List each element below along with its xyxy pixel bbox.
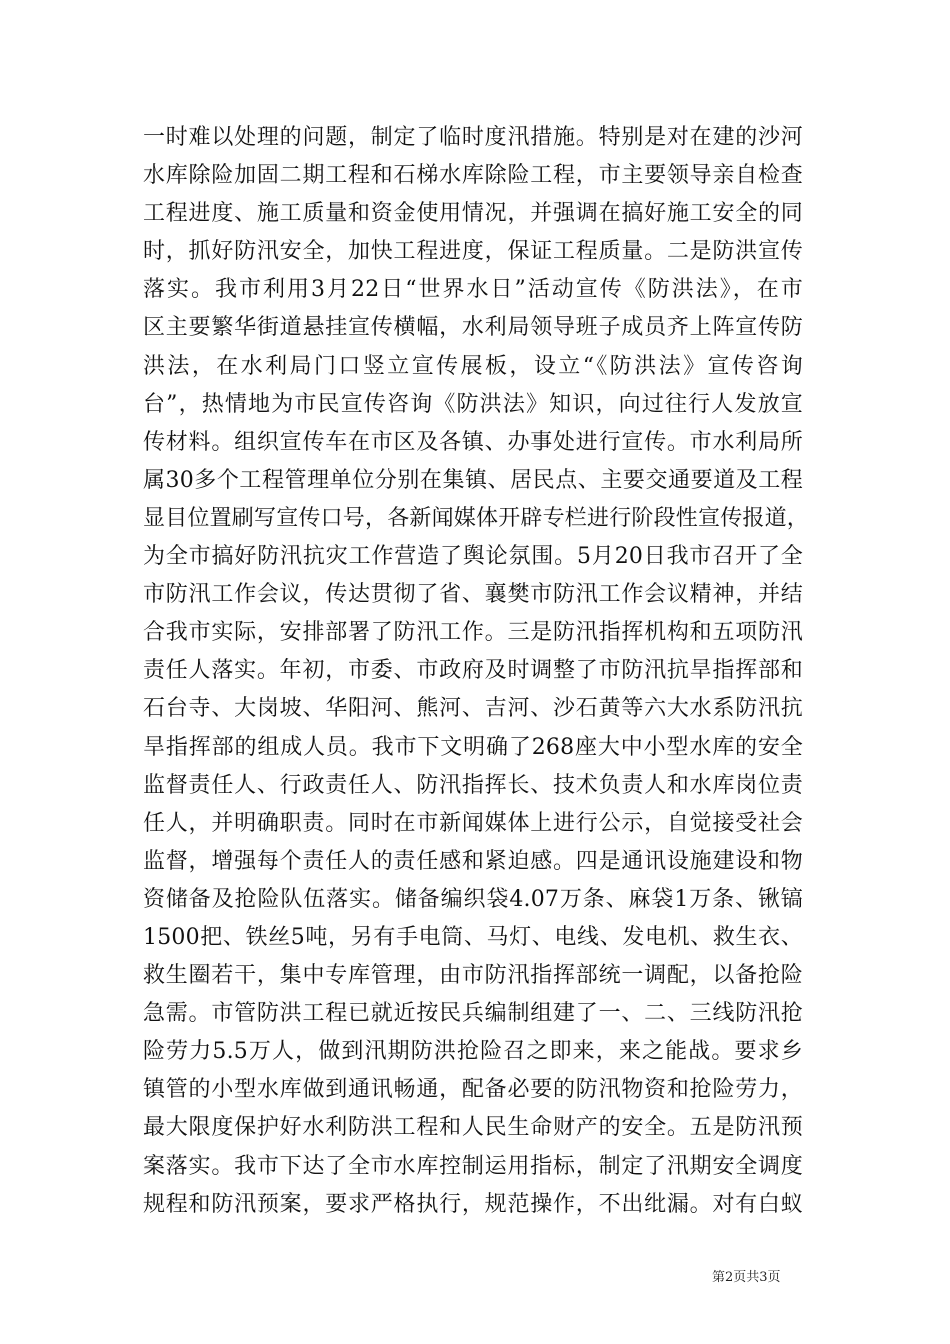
text-line: 传材料。组织宣传车在市区及各镇、办事处进行宣传。市水利局所	[143, 429, 803, 455]
text-line: 台”，热情地为市民宣传咨询《防洪法》知识，向过往行人发放宣	[143, 391, 803, 417]
text-line: 区主要繁华街道悬挂宣传横幅，水利局领导班子成员齐上阵宣传防	[143, 315, 803, 341]
text-line: 险劳力5.5万人，做到汛期防洪抢险召之即来，来之能战。要求乡	[143, 1039, 803, 1065]
text-line: 急需。市管防洪工程已就近按民兵编制组建了一、二、三线防汛抢	[143, 1001, 803, 1027]
text-line: 石台寺、大岗坡、华阳河、熊河、吉河、沙石黄等六大水系防汛抗	[143, 696, 803, 722]
page-number: 第2页共3页	[712, 1270, 781, 1285]
text-line: 监督，增强每个责任人的责任感和紧迫感。四是通讯设施建设和物	[143, 848, 803, 874]
text-line: 资储备及抢险队伍落实。储备编织袋4.07万条、麻袋1万条、锹镐	[143, 886, 803, 912]
text-line: 一时难以处理的问题，制定了临时度汛措施。特别是对在建的沙河	[143, 125, 803, 150]
text-line: 洪法，在水利局门口竖立宣传展板，设立“《防洪法》宣传咨询	[143, 353, 803, 379]
body-text	[143, 119, 810, 1224]
text-line: 属30多个工程管理单位分别在集镇、居民点、主要交通要道及工程	[143, 467, 803, 493]
text-line: 工程进度、施工质量和资金使用情况，并强调在搞好施工安全的同	[143, 201, 803, 227]
text-line: 显目位置刷写宣传口号，各新闻媒体开辟专栏进行阶段性宣传报道，	[143, 505, 810, 531]
text-line: 任人，并明确职责。同时在市新闻媒体上进行公示，自觉接受社会	[143, 810, 803, 836]
text-line: 为全市搞好防汛抗灾工作营造了舆论氛围。5月20日我市召开了全	[143, 544, 803, 570]
text-line: 责任人落实。年初，市委、市政府及时调整了市防汛抗旱指挥部和	[143, 658, 803, 684]
text-line: 旱指挥部的组成人员。我市下文明确了268座大中小型水库的安全	[143, 734, 803, 760]
text-line: 最大限度保护好水利防洪工程和人民生命财产的安全。五是防汛预	[143, 1115, 803, 1141]
text-line: 1500把、铁丝5吨，另有手电筒、马灯、电线、发电机、救生衣、	[143, 924, 803, 950]
text-line: 水库除险加固二期工程和石梯水库除险工程，市主要领导亲自检查	[143, 163, 803, 189]
text-line: 市防汛工作会议，传达贯彻了省、襄樊市防汛工作会议精神，并结	[143, 582, 803, 608]
text-line: 监督责任人、行政责任人、防汛指挥长、技术负责人和水库岗位责	[143, 772, 803, 798]
text-line: 时，抓好防汛安全，加快工程进度，保证工程质量。二是防洪宣传	[143, 239, 803, 265]
text-line: 救生圈若干，集中专库管理，由市防汛指挥部统一调配，以备抢险	[143, 963, 803, 989]
text-line: 合我市实际，安排部署了防汛工作。三是防汛指挥机构和五项防汛	[143, 620, 803, 646]
text-line: 规程和防汛预案，要求严格执行，规范操作，不出纰漏。对有白蚁	[143, 1191, 803, 1217]
text-line: 落实。我市利用3月22日“世界水日”活动宣传《防洪法》，在市	[143, 277, 803, 303]
text-line: 镇管的小型水库做到通讯畅通，配备必要的防汛物资和抢险劳力，	[143, 1077, 803, 1103]
text-line: 案落实。我市下达了全市水库控制运用指标，制定了汛期安全调度	[143, 1153, 803, 1179]
